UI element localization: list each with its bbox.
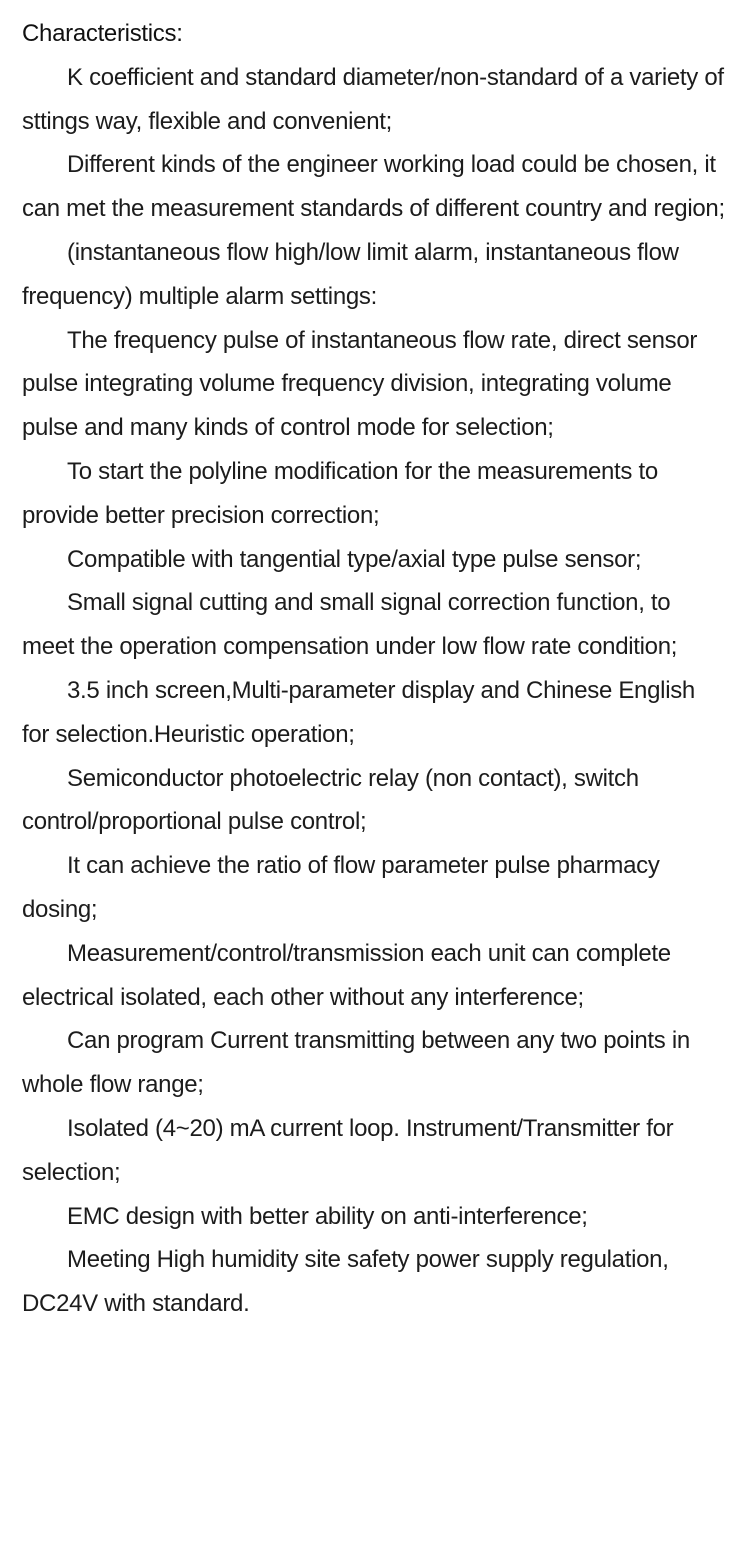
characteristics-section [22, 12, 728, 1326]
characteristic-item: Different kinds of the engineer working load could be chosen, it can met the measurement standards of different country and region; [22, 151, 725, 223]
characteristic-item: K coefficient and standard diameter/non-standard of a variety of sttings way, flexible and convenient; [22, 63, 724, 135]
characteristic-item: The frequency pulse of instantaneous flow rate, direct sensor pulse integrating volume frequency division, integrating volume pulse and many kinds of control mode for selection; [22, 326, 698, 442]
characteristic-item: EMC design with better ability on anti-interference; [67, 1202, 588, 1230]
characteristic-item: To start the polyline modification for the measurements to provide better precision correction; [22, 457, 658, 529]
characteristic-item: Small signal cutting and small signal correction function, to meet the operation compensation under low flow rate condition; [22, 589, 678, 661]
characteristic-item: Isolated (4~20) mA current loop. Instrument/Transmitter for selection; [22, 1114, 674, 1186]
characteristic-item: Semiconductor photoelectric relay (non contact), switch control/proportional pulse control; [22, 764, 639, 836]
characteristic-item: 3.5 inch screen,Multi-parameter display and Chinese English for selection.Heuristic operation; [22, 676, 695, 748]
characteristic-item: Compatible with tangential type/axial type pulse sensor; [67, 545, 642, 573]
characteristic-item: It can achieve the ratio of flow parameter pulse pharmacy dosing; [22, 852, 660, 923]
characteristic-item: (instantaneous flow high/low limit alarm, instantaneous flow frequency) multiple alarm settings: [22, 238, 679, 310]
characteristic-item: Measurement/control/transmission each unit can complete electrical isolated, each other without any interference; [22, 939, 671, 1011]
section-heading: Characteristics: [22, 20, 183, 47]
characteristic-item: Can program Current transmitting between any two points in whole flow range; [22, 1027, 690, 1099]
characteristic-item: Meeting High humidity site safety power supply regulation, DC24V with standard. [22, 1246, 669, 1318]
